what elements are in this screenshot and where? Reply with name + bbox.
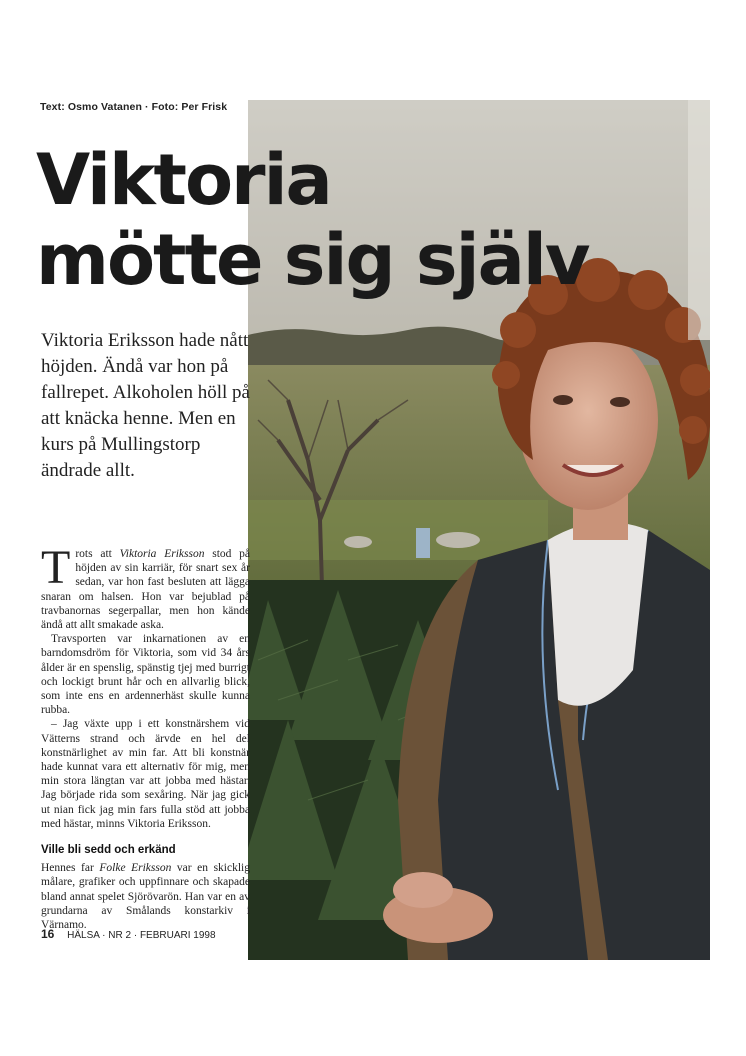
body-paragraph-4 (41, 861, 250, 932)
text-run: stod på höjden av sin karriär, för snart sex år sedan, var hon fast besluten att lägga snaran om halsen. Hon var bejublad på travbanornas segerpallar, men hon kände ändå att allt smakade aska. (41, 548, 250, 632)
text-run: rots att (75, 548, 120, 560)
headline-line-2: mötte sig själv (36, 219, 589, 301)
drop-cap: T (41, 541, 71, 594)
body-paragraph-1 (41, 541, 250, 632)
section-subhead: Ville bli sedd och erkänd (41, 844, 176, 857)
byline-credit: Text: Osmo Vatanen · Foto: Per Frisk (40, 101, 228, 113)
body-paragraph-2: Travsporten var inkarnationen av en barndomsdröm för Viktoria, som vid 34 års ålder är en spenslig, spänstig tjej med burrigt och lockigt brunt hår och en allvarlig blick, som inte ens en ardennerhäst skulle kunna rubba. (41, 633, 250, 717)
headline-line-1: Viktoria (36, 139, 331, 221)
page-number: 16 (41, 927, 55, 941)
person-name: Viktoria Eriksson (119, 548, 205, 560)
article-body (41, 541, 250, 932)
text-run: var en skicklig målare, grafiker och uppfinnare och skapade bland annat spelet Sjörövarön. Han var en av grundarna av Smålands konstarkiv i Värnamo. (41, 862, 250, 932)
issue-info: HÄLSA · NR 2 · FEBRUARI 1998 (67, 930, 216, 941)
page-folio (41, 927, 216, 941)
body-paragraph-3: – Jag växte upp i ett konstnärshem vid Vätterns strand och ärvde en hel del konstnärlighet av min far. Att bli konstnär hade kunnat vara ett alternativ för mig, men min stora längtan var att jobba med hästar. Jag började rida som sexåring. När jag gick ut nian fick jag min fars fulla stöd att jobba med hästar, minns Viktoria Eriksson. (41, 718, 250, 830)
lede-paragraph: Viktoria Eriksson hade nått höjden. Ändå var hon på fallrepet. Alkoholen höll på att knäcka henne. Men en kurs på Mullingstorp ändrade allt. (41, 330, 250, 481)
headline (36, 140, 588, 300)
person-name: Folke Eriksson (99, 862, 172, 875)
text-run: Hennes far (41, 862, 100, 875)
